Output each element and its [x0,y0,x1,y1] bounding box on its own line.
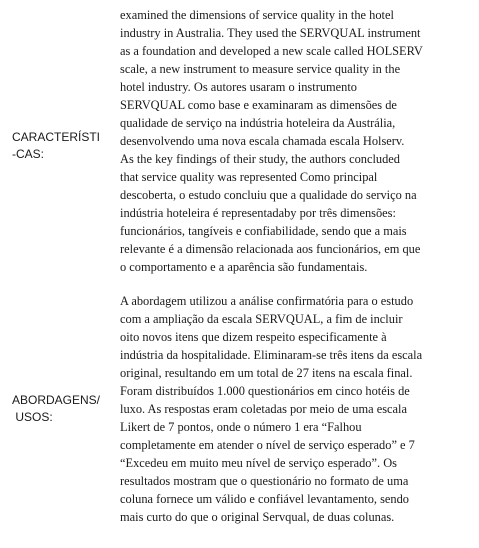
content-line: o comportamento e a aparência são fundamentais. [120,260,368,274]
content-line: as a foundation and developed a new scale called HOLSERV [120,44,423,58]
content-line: com a ampliação da escala SERVQUAL, a fim de incluir [120,312,403,326]
content-line: hotel industry. Os autores usaram o instrumento [120,80,357,94]
content-line: “Excedeu em muito meu nível de serviço esperado”. Os [120,456,397,470]
content-line: relevante é a dimensão relacionada aos funcionários, em que [120,242,421,256]
content-line: Foram distribuídos 1.000 questionários em cinco hotéis de [120,384,410,398]
row-label-line: CARACTERÍSTI [12,130,101,144]
row-content [120,292,470,526]
content-line: industry in Australia. They used the SERVQUAL instrument [120,26,421,40]
content-line: scale, a new instrument to measure service quality in the [120,62,401,76]
content-line: luxo. As respostas eram coletadas por meio de uma escala [120,402,407,416]
content-line: indústria hoteleira é representadaby por três dimensões: [120,206,396,220]
row-content [120,6,470,276]
content-line: that service quality was represented Como principal [120,170,378,184]
row-label-line: -CAS: [12,147,45,161]
row-label [12,129,116,163]
content-line: resultados mostram que o questionário no formato de uma [120,474,409,488]
row-label [12,392,116,426]
row-label-line: USOS: [12,410,53,424]
content-line: funcionários, tangíveis e confiabilidade, sendo que a mais [120,224,407,238]
content-line: coluna fornece um válido e confiável levantamento, sendo [120,492,410,506]
row-label-line: ABORDAGENS/ [12,393,101,407]
table-row-abordagens-usos [0,292,479,548]
content-line: mais curto do que o original Servqual, de duas colunas. [120,510,395,524]
content-line: desenvolvendo uma nova escala chamada escala Holserv. [120,134,405,148]
content-line: oito novos itens que dizem respeito especificamente à [120,330,387,344]
content-line: descoberta, o estudo concluiu que a qualidade do serviço na [120,188,417,202]
content-line: As the key findings of their study, the authors concluded [120,152,400,166]
content-line: qualidade de serviço na indústria hoteleira da Austrália, [120,116,396,130]
content-line: completamente em atender o nível de serviço esperado” e 7 [120,438,415,452]
content-line: Likert de 7 pontos, onde o número 1 era “Falhou [120,420,362,434]
content-line: examined the dimensions of service quality in the hotel [120,8,394,22]
content-line: original, resultando em um total de 27 itens na escala final. [120,366,413,380]
content-line: SERVQUAL como base e examinaram as dimensões de [120,98,397,112]
content-line: indústria da hospitalidade. Eliminaram-se três itens da escala [120,348,423,362]
content-line: A abordagem utilizou a análise confirmatória para o estudo [120,294,414,308]
